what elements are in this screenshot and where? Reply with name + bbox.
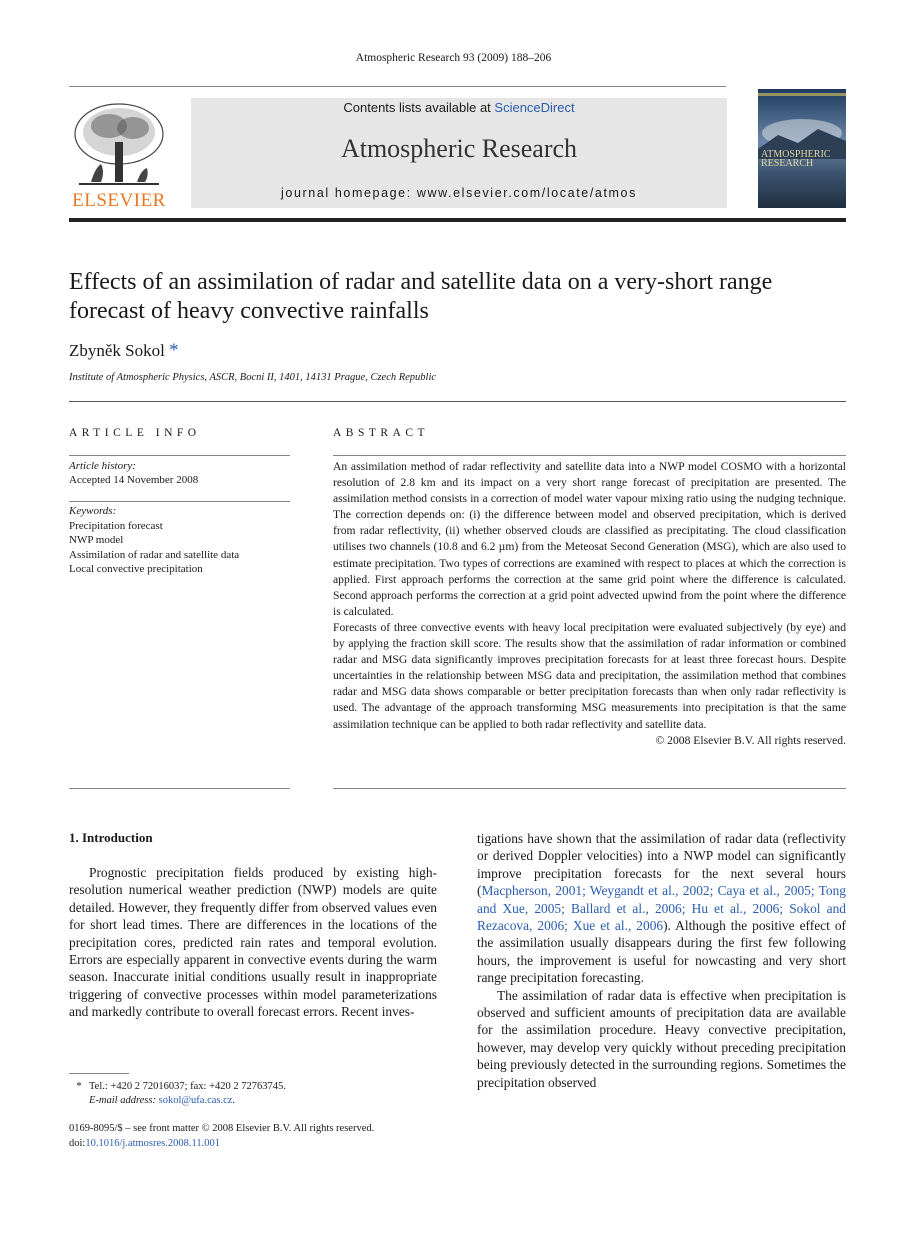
doi-label: doi:	[69, 1137, 86, 1149]
cover-title-line1: ATMOSPHERIC	[761, 149, 831, 160]
citation-links[interactable]: Macpherson, 2001; Weygandt et al., 2002; Caya et al., 2005; Tong and Xue, 2005; Ballard et al., 2006; Hu et al., 2006; Sokol and Rezacova, 2006; Xue et al., 2006	[477, 883, 846, 934]
journal-homepage[interactable]: journal homepage: www.elsevier.com/locate/atmos	[281, 186, 637, 200]
article-info-rule	[69, 501, 290, 502]
body-paragraph: The assimilation of radar data is effective when precipitation is observed and sufficient amounts of precipitation data are available for the assimilation procedure. Heavy convective precipitation, however, may develop very quickly without preceding precipitation being previously detected in the surrounding regions. Sometimes the precipitation observed	[477, 987, 846, 1090]
contents-prefix: Contents lists available at	[343, 100, 495, 115]
author-name: Zbyněk Sokol	[69, 341, 165, 360]
keyword: Local convective precipitation	[69, 562, 203, 575]
header-rule	[69, 86, 726, 87]
contents-line	[191, 100, 727, 115]
body-paragraph	[477, 830, 846, 987]
abstract-paragraph: Forecasts of three convective events with heavy local precipitation were evaluated subjectively (by eye) and by applying the fraction skill score. The results show that the assimilation of radar information or combined radar and MSG data significantly improves precipitation forecasts for at least three forecast hours. Despite uncertainties in the relationship between MSG data and precipitation, the assimilation method that combines radar and MSG data shows comparable or better precipitation forecasts than when only radar reflectivity is used. The advantage of the approach transforming MSG measurements into precipitation is that the same assimilation technique can be applied to both radar reflectivity and satellite data.	[333, 620, 846, 731]
footnote-tel: Tel.: +420 2 72016037; fax: +420 2 72763745.	[89, 1081, 286, 1092]
keyword: Precipitation forecast	[69, 520, 163, 532]
abstract-heading: ABSTRACT	[333, 427, 430, 439]
body-column-left	[69, 864, 437, 1021]
front-matter	[69, 1122, 374, 1151]
journal-name: Atmospheric Research	[340, 134, 578, 163]
abstract-copyright: © 2008 Elsevier B.V. All rights reserved.	[655, 733, 846, 747]
article-info-heading: ARTICLE INFO	[69, 427, 201, 439]
keywords-list	[69, 519, 239, 576]
body-column-right	[477, 830, 846, 1091]
email-label: E-mail address:	[89, 1095, 159, 1106]
abstract-paragraph: An assimilation method of radar reflectivity and satellite data into a NWP model COSMO with a horizontal resolution of 2.8 km and its impact on a very short range forecast of precipitation are presented. The assimilation method consists in a correction of model water vapour mixing ratio using the nudging technique. The correction depends on: (i) the difference between model and observed precipitation, which is derived from radar reflectivity, (ii) whether observed clouds are classified as precipitating. The cloud classification utilises two channels (10.8 and 6.2 µm) from the Meteosat Second Generation (MSG), which are also used to estimate precipitation. Two types of corrections are examined with respect to places at which the correction is applied. First approach performs the correction at the same grid point where the difference is calculated. Second approach performs the correction at a grid point advected upwind from the point where the difference is calculated.	[333, 460, 846, 618]
body-text: ). Although the positive effect of the assimilation usually disappears during the first few following hours, the improvement is useful for nowcasting and very short range precipitation forecasting.	[477, 918, 846, 986]
header-thick-rule	[69, 218, 846, 222]
email-link[interactable]: sokol@ufa.cas.cz	[158, 1095, 233, 1106]
publisher-name: ELSEVIER	[72, 190, 166, 211]
article-info-rule	[69, 788, 290, 789]
footnote-rule	[69, 1073, 129, 1074]
section-heading: 1. Introduction	[69, 830, 153, 845]
author-footnote	[69, 1080, 286, 1108]
abstract-rule	[333, 788, 846, 789]
sciencedirect-link[interactable]: ScienceDirect	[494, 100, 575, 115]
keywords-label: Keywords:	[69, 505, 117, 517]
article-title: Effects of an assimilation of radar and satellite data on a very-short range forecast of heavy convective rainfalls	[69, 269, 773, 324]
article-history-label: Article history:	[69, 460, 136, 472]
keyword: Assimilation of radar and satellite data	[69, 548, 240, 561]
issn-line: 0169-8095/$ – see front matter © 2008 Elsevier B.V. All rights reserved.	[69, 1123, 375, 1134]
footnote-email-line	[69, 1094, 286, 1108]
accepted-date: Accepted 14 November 2008	[69, 474, 199, 486]
doi-link[interactable]: 10.1016/j.atmosres.2008.11.001	[85, 1137, 220, 1149]
keyword: NWP model	[69, 534, 124, 547]
journal-reference: Atmospheric Research 93 (2009) 188–206	[355, 52, 552, 64]
affiliation: Institute of Atmospheric Physics, ASCR, Bocni II, 1401, 14131 Prague, Czech Republic	[69, 372, 437, 383]
title-rule	[69, 401, 846, 402]
footnote-mark: *	[76, 1081, 82, 1092]
article-info-rule	[69, 455, 290, 456]
abstract-body	[333, 459, 846, 749]
cover-title-line2: RESEARCH	[761, 158, 814, 169]
footnote-contact	[69, 1080, 286, 1094]
body-paragraph: Prognostic precipitation fields produced by existing high-resolution numerical weather prediction (NWP) models are quite detailed. However, they frequently differ from observed values even for short lead times. There are differences in the locations of the precipitation cores, predicted rain rates and temporal evolution. Errors are especially apparent in convective events during the warm season. Inaccurate initial conditions usually result in inappropriate triggering of convective processes within model parameterizations and markedly contribute to overall forecast errors. Recent inves-	[69, 865, 437, 1020]
email-end: .	[232, 1095, 236, 1106]
doi-line	[69, 1137, 374, 1152]
author-footnote-mark[interactable]: *	[169, 340, 179, 361]
cover-title	[761, 150, 845, 168]
body-text: tigations have shown that the assimilation of radar data (reflectivity or derived Doppler velocities) into a NWP model can significantly improve precipitation forecasts for the next several hours (	[477, 831, 846, 899]
abstract-rule	[333, 455, 846, 456]
author-line	[69, 340, 179, 362]
